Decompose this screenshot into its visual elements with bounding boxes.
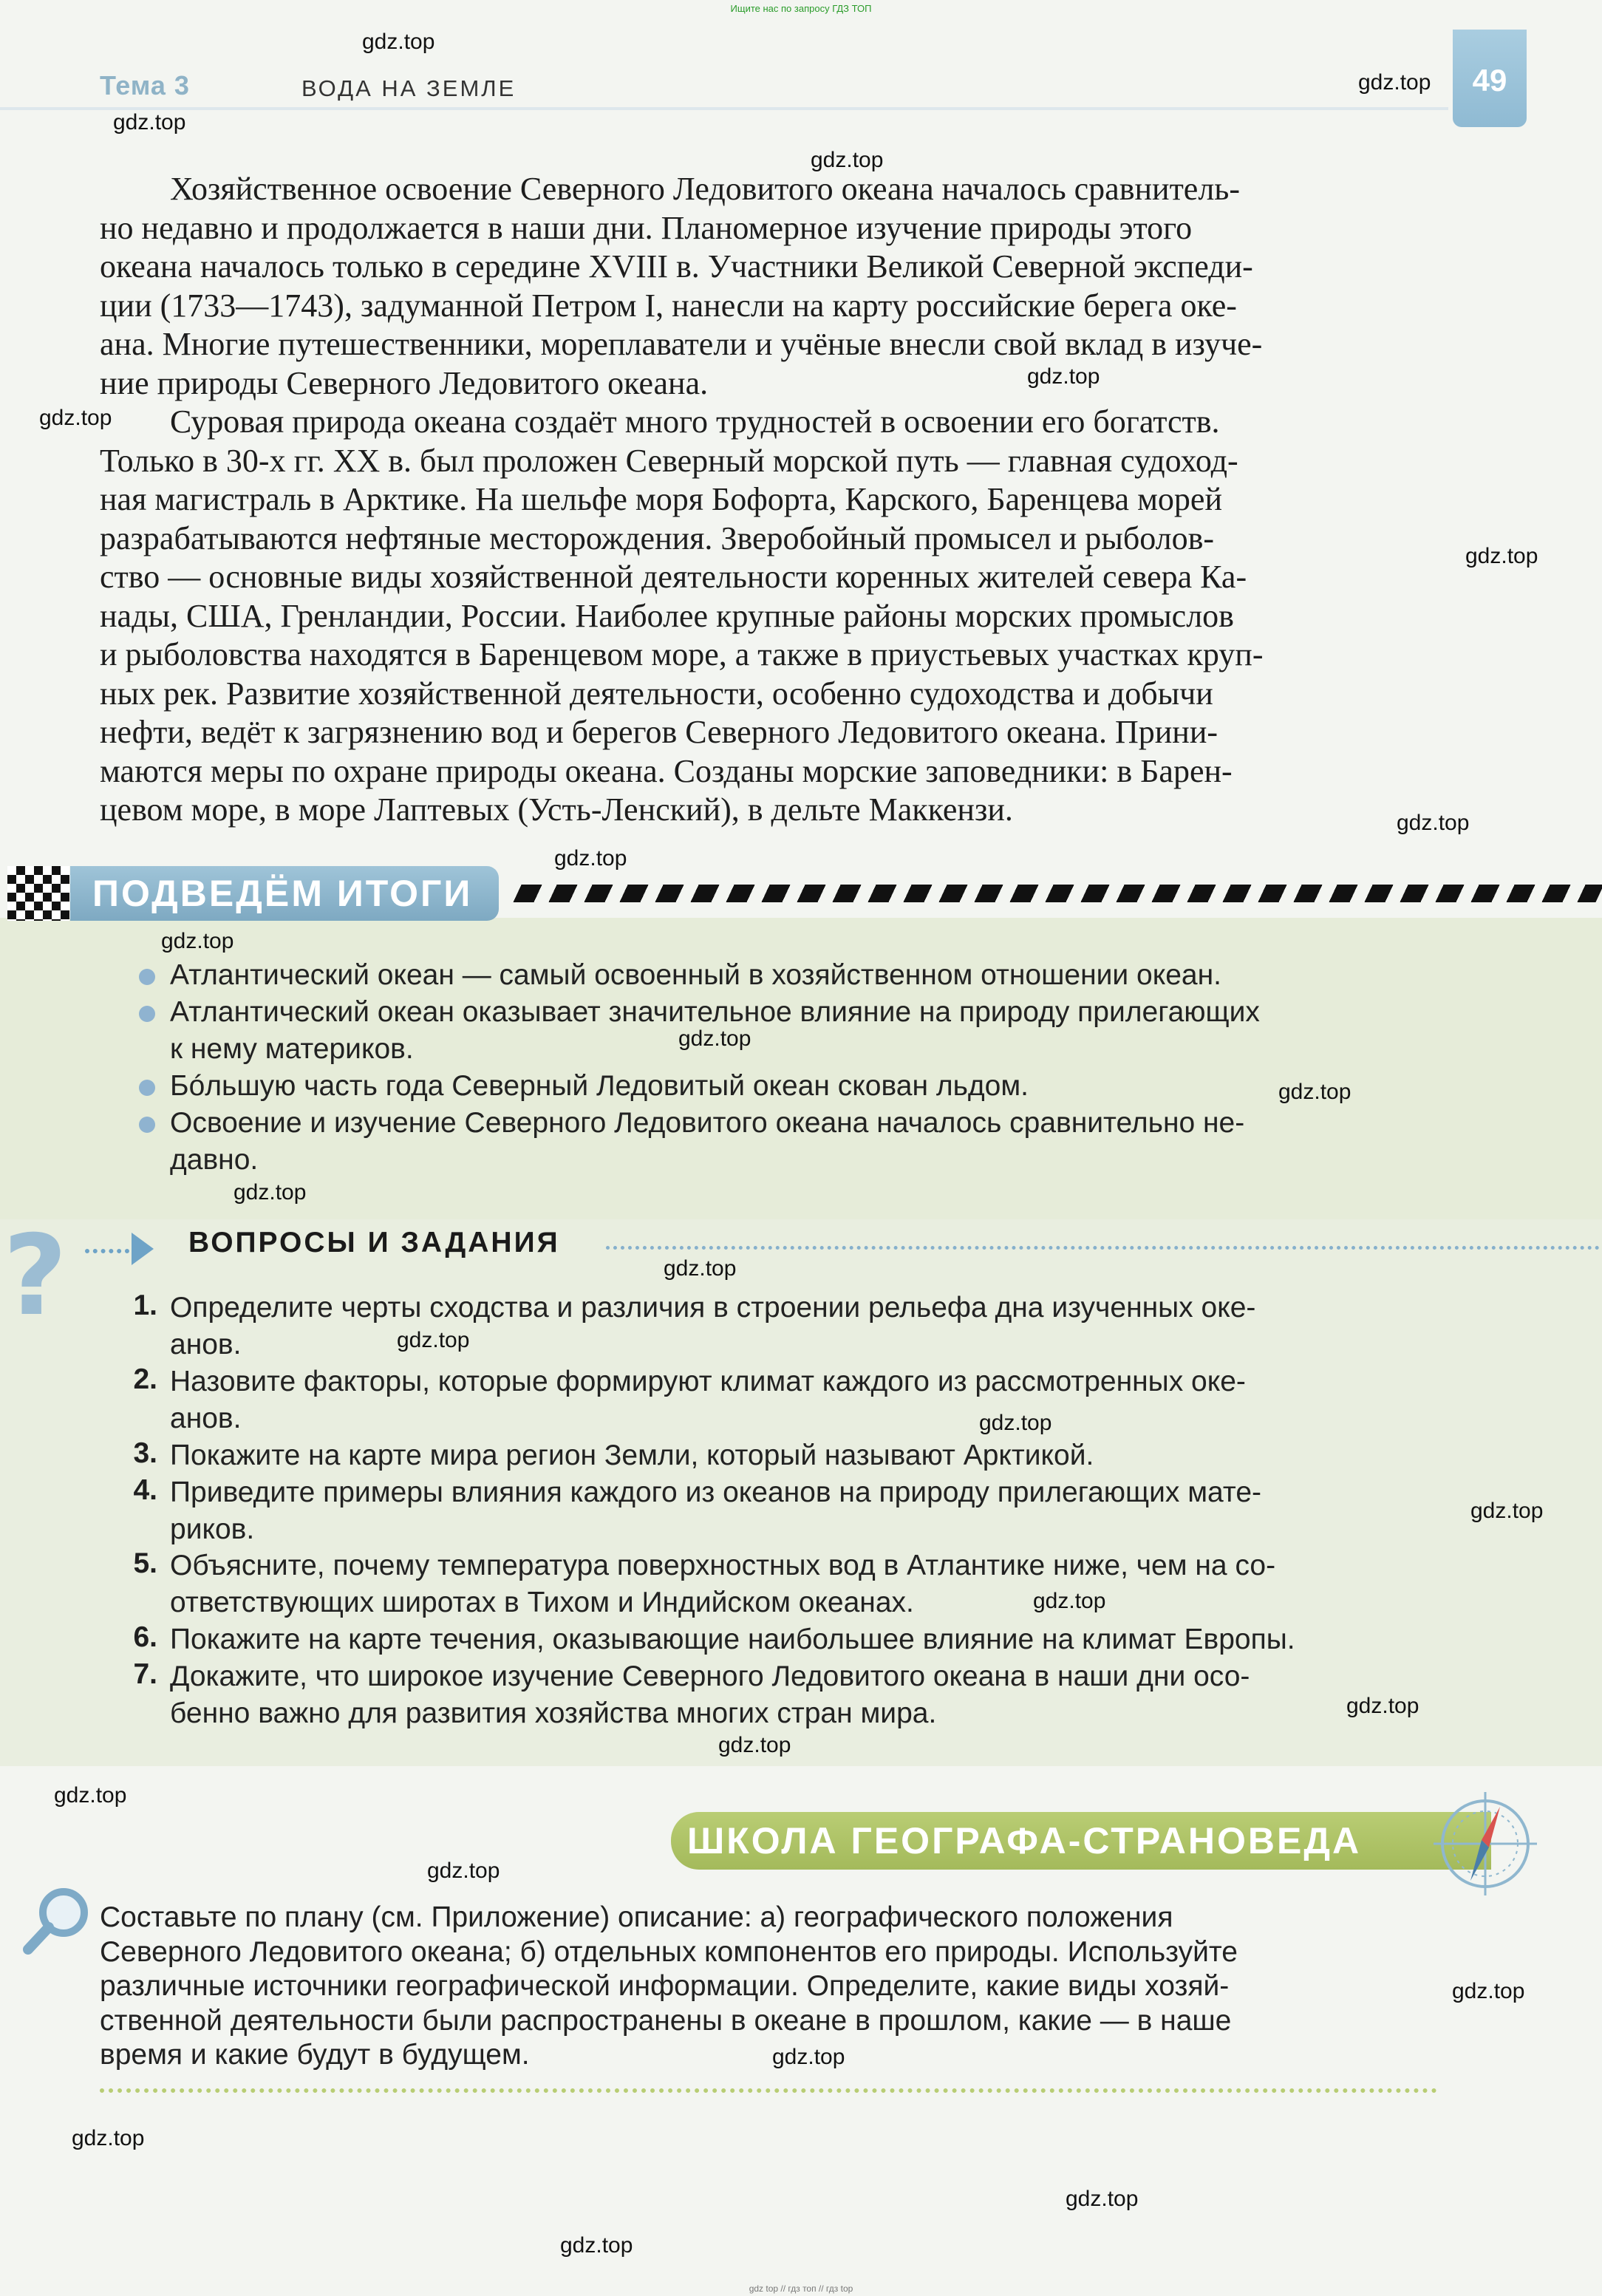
watermark: gdz.top [1397,811,1470,835]
question-3: Покажите на карте мира регион Земли, который называют Арктикой. [170,1440,1094,1471]
text-line: ных рек. Развитие хозяйственной деятельности, особенно судоходства и добычи [100,675,1213,712]
compass-icon [1430,1788,1541,1899]
text-line: и рыболовства находятся в Баренцевом море, а также в приустьевых участках круп- [100,636,1264,672]
magnifier-icon [21,1883,95,1957]
page-number: 49 [1472,63,1507,98]
question-6: Покажите на карте течения, оказывающие наибольшее влияние на климат Европы. [170,1624,1295,1655]
theme-label: Тема 3 [100,70,190,101]
question-number: 6. [133,1621,157,1653]
watermark: gdz.top [39,406,112,430]
bottom-dotted-divider [100,2088,1437,2093]
text-line: но недавно и продолжается в наши дни. Планомерное изучение природы этого [100,209,1193,246]
watermark: gdz.top [54,1783,127,1808]
watermark: gdz.top [1465,544,1538,568]
summary-bullet-4: Освоение и изучение Северного Ледовитого океана началось сравнительно не- давно. [170,1107,1245,1176]
section-title: ВОДА НА ЗЕМЛЕ [301,75,517,101]
watermark: gdz.top [1027,364,1100,389]
watermark: gdz.top [772,2045,845,2069]
question-number: 7. [133,1658,157,1690]
watermark: gdz.top [560,2233,633,2258]
checkered-flag-icon [7,866,69,921]
question-4: Приведите примеры влияния каждого из океанов на природу прилегающих мате- риков. [170,1476,1261,1545]
text-line: ана. Многие путешественники, мореплаватели и учёные внесли свой вклад в изуче- [100,326,1263,362]
watermark: gdz.top [554,846,627,871]
text-line: цевом море, в море Лаптевых (Усть-Ленский), в дельте Маккензи. [100,791,1013,828]
question-1: Определите черты сходства и различия в строении рельефа дна изученных оке- анов. [170,1292,1256,1360]
watermark: gdz.top [718,1733,791,1757]
bullet-dot [139,969,155,985]
watermark: gdz.top [1346,1694,1419,1718]
question-2: Назовите факторы, которые формируют климат каждого из рассмотренных оке- анов. [170,1366,1246,1434]
summary-title: ПОДВЕДЁМ ИТОГИ [92,873,473,914]
questions-title: ВОПРОСЫ И ЗАДАНИЯ [188,1227,560,1258]
summary-bullet-2: Атлантический океан оказывает значительное влияние на природу прилегающих к нему материков. [170,996,1260,1065]
question-7: Докажите, что широкое изучение Северного Ледовитого океана в наши дни осо- бенно важно для развития хозяйства многих стран мира. [170,1660,1250,1729]
watermark: gdz.top [678,1026,751,1051]
text-line: нефти, ведёт к загрязнению вод и берегов Северного Ледовитого океана. Прини- [100,714,1218,750]
text-line: Только в 30-х гг. XX в. был проложен Северный морской путь — главная судоход- [100,442,1238,479]
top-note: Ищите нас по запросу ГДЗ ТОП [730,3,872,14]
paragraph-2 [100,403,1437,830]
dotted-connector [85,1249,129,1253]
school-title: ШКОЛА ГЕОГРАФА-СТРАНОВЕДА [687,1820,1362,1861]
watermark: gdz.top [664,1256,737,1281]
watermark: gdz.top [979,1411,1052,1435]
watermark: gdz.top [427,1859,500,1883]
dashed-divider [513,885,1602,902]
text-line: нады, США, Гренландии, России. Наиболее крупные районы морских промыслов [100,597,1234,634]
text-line: Хозяйственное освоение Северного Ледовитого океана началось сравнитель- [170,171,1241,207]
watermark: gdz.top [113,110,186,134]
question-number: 2. [133,1363,157,1395]
dotted-divider [606,1246,1600,1250]
school-task: Составьте по плану (см. Приложение) описание: а) географического положения Северного Ледовитого океана; б) отдельных компонентов его природы. Используйте различные источники географической информации. Определите, какие виды хозяй- ственной деятельности были распространены в океане в прошлом, какие — в наше время и какие будут в будущем. [100,1901,1238,2071]
watermark: gdz.top [161,929,234,953]
text-line: ции (1733—1743), задуманной Петром I, нанесли на карту российские берега оке- [100,287,1237,324]
watermark: gdz.top [397,1328,470,1352]
text-line: Суровая природа океана создаёт много трудностей в освоении его богатств. [170,403,1220,440]
text-line: ние природы Северного Ледовитого океана. [100,364,709,401]
question-5: Объясните, почему температура поверхностных вод в Атлантике ниже, чем на со- ответствующих широтах в Тихом и Индийском океанах. [170,1550,1276,1618]
question-number: 5. [133,1547,157,1579]
watermark: gdz.top [362,30,435,54]
summary-bullet-1: Атлантический океан — самый освоенный в хозяйственном отношении океан. [170,959,1221,991]
footer-note: gdz top // гдз топ // гдз top [749,2283,853,2294]
text-line: ная магистраль в Арктике. На шельфе моря Бофорта, Карского, Баренцева морей [100,481,1223,517]
text-line: океана началось только в середине XVIII в. Участники Великой Северной экспеди- [100,248,1253,285]
text-line: маются меры по охране природы океана. Созданы морские заповедники: в Барен- [100,752,1233,789]
question-number: 1. [133,1290,157,1321]
watermark: gdz.top [1358,70,1431,95]
watermark: gdz.top [234,1180,307,1205]
text-line: ство — основные виды хозяйственной деятельности коренных жителей севера Ка- [100,559,1247,595]
bullet-dot [139,1006,155,1022]
watermark: gdz.top [1278,1080,1352,1104]
question-number: 3. [133,1437,157,1469]
watermark: gdz.top [1470,1499,1544,1523]
paragraph-1 [100,170,1437,403]
header-divider [0,107,1448,110]
watermark: gdz.top [72,2126,145,2150]
watermark: gdz.top [1066,2187,1139,2211]
question-number: 4. [133,1474,157,1506]
arrow-right-icon [132,1233,154,1265]
watermark: gdz.top [1452,1979,1525,2003]
watermark: gdz.top [811,148,884,172]
summary-bullet-3: Бóльшую часть года Северный Ледовитый океан скован льдом. [170,1070,1029,1102]
question-mark-icon: ? [3,1212,68,1341]
watermark: gdz.top [1033,1589,1106,1613]
bullet-dot [139,1080,155,1096]
text-line: разрабатываются нефтяные месторождения. Зверобойный промысел и рыболов- [100,520,1215,556]
bullet-dot [139,1117,155,1133]
